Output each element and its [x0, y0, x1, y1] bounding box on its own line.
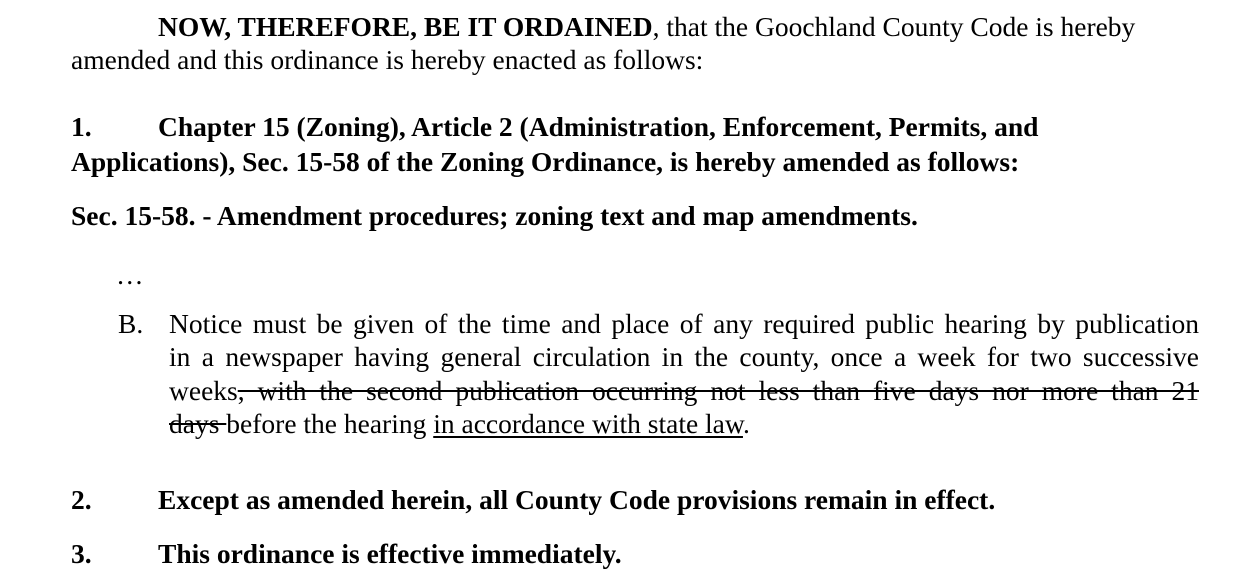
item-2-text: Except as amended herein, all County Code provisions remain in effect. [158, 484, 996, 515]
item-1-line-1: Chapter 15 (Zoning), Article 2 (Administration, Enforcement, Permits, and [158, 111, 1039, 142]
struck-text-1: , with the second publication occurring not less than five days nor more than 21 [237, 375, 1199, 406]
preamble-text-1: , that the Goochland County Code is hereby [652, 11, 1136, 42]
subsection-b-text-before: before the hearing [226, 408, 434, 439]
subsection-b-line-1: Notice must be given of the time and place of any required public hearing by publication [169, 308, 1199, 339]
subsection-b-text-weeks: weeks [169, 375, 238, 406]
struck-text-2: days [169, 408, 227, 439]
inserted-text: in accordance with state law [433, 408, 743, 439]
ordained-clause: NOW, THEREFORE, BE IT ORDAINED [158, 11, 653, 42]
item-1-number: 1. [71, 111, 92, 142]
subsection-b-line-4 [169, 407, 750, 441]
subsection-b-line-3 [169, 374, 1199, 408]
subsection-b-label: B. [118, 308, 144, 339]
section-heading: Sec. 15-58. - Amendment procedures; zoning text and map amendments. [71, 200, 918, 231]
preamble-line-1 [158, 10, 1135, 44]
item-1-line-2: Applications), Sec. 15-58 of the Zoning Ordinance, is hereby amended as follows: [71, 146, 1020, 177]
item-3-number: 3. [71, 538, 92, 569]
preamble-line-2: amended and this ordinance is hereby enacted as follows: [71, 44, 704, 75]
subsection-b-period: . [742, 408, 750, 439]
omission-ellipsis: … [116, 259, 144, 290]
item-3-text: This ordinance is effective immediately. [158, 538, 622, 569]
subsection-b-line-2: in a newspaper having general circulation in the county, once a week for two successive [169, 341, 1199, 372]
item-2-number: 2. [71, 484, 92, 515]
